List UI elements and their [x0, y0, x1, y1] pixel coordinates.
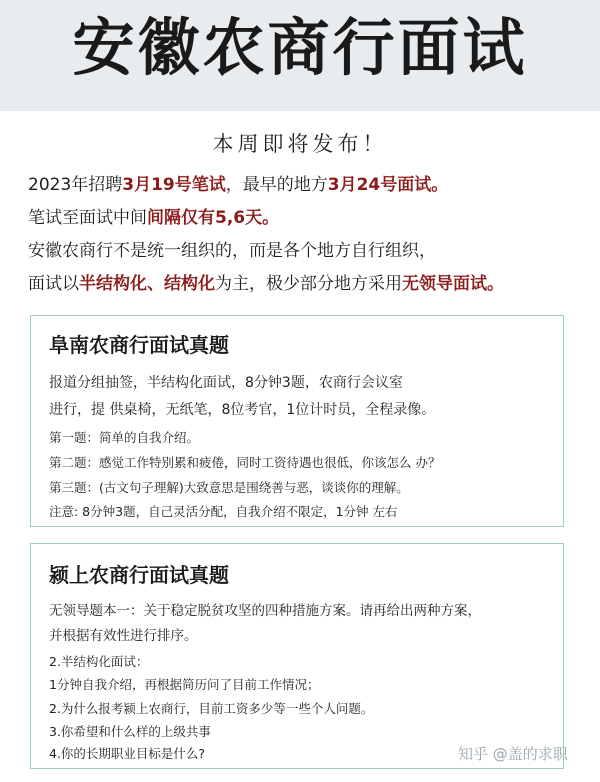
- box-line: 报道分组抽签，半结构化面试，8分钟3题，农商行会议室: [49, 375, 403, 391]
- box-title: 颍上农商行面试真题: [49, 563, 229, 587]
- box-title: 阜南农商行面试真题: [49, 333, 229, 357]
- intro-text: ，最早的地方: [225, 175, 328, 195]
- intro-highlight: 3月19号笔试: [122, 175, 226, 195]
- box-line: 无领导题本一：关于稳定脱贫攻坚的四种措施方案。请再给出两种方案，: [49, 603, 481, 619]
- box-line: 2.为什么报考颍上农商行，目前工资多少等一些个人问题。: [49, 701, 374, 716]
- box-line: 2.半结构化面试：: [49, 654, 149, 669]
- yingshang-interview-box: [30, 543, 564, 769]
- intro-line-1: [28, 173, 588, 197]
- box-line: 第三题：(古文句子理解)大致意思是围绕善与恶，谈谈你的理解。: [49, 480, 409, 495]
- intro-text: 2023年招聘: [28, 175, 123, 195]
- watermark: 知乎 @盖的求职: [458, 745, 568, 763]
- announcement: 本周即将发布！: [212, 132, 388, 156]
- intro-highlight: 半结构化、结构化: [79, 274, 215, 294]
- box-line: 注意: 8分钟3题，自己灵活分配，自我介绍不限定，1分钟 左右: [49, 504, 398, 519]
- box-line: 4.你的长期职业目标是什么?: [49, 746, 206, 761]
- page-title: 安徽农商行面试: [72, 11, 528, 84]
- intro-line-4: [28, 272, 588, 296]
- intro-text: 笔试至面试中间: [28, 208, 147, 228]
- intro-line-2: [28, 206, 588, 230]
- box-line: 3.你希望和什么样的上级共事: [49, 724, 211, 739]
- intro-highlight: 间隔仅有5,6天。: [147, 208, 280, 228]
- intro-text: 为主，极少部分地方采用: [215, 274, 402, 294]
- box-line: 第一题：简单的自我介绍。: [49, 430, 200, 445]
- box-line: 1分钟自我介绍，再根据简历问了目前工作情况；: [49, 677, 320, 692]
- box-line: 并根据有效性进行排序。: [49, 628, 198, 644]
- intro-text: 面试以: [28, 274, 79, 294]
- intro-highlight: 无领导面试。: [402, 274, 504, 294]
- intro-line-3: 安徽农商行不是统一组织的，而是各个地方自行组织，: [28, 241, 436, 261]
- funan-interview-box: [30, 315, 564, 527]
- intro-highlight: 3月24号面试。: [327, 175, 449, 195]
- header-banner: [0, 0, 600, 111]
- box-line: 进行，提 供桌椅，无纸笔，8位考官，1位计时员，全程录像。: [49, 402, 436, 418]
- box-line: 第二题：感觉工作特别累和疲倦，同时工资待遇也很低，你该怎么 办？: [49, 455, 441, 470]
